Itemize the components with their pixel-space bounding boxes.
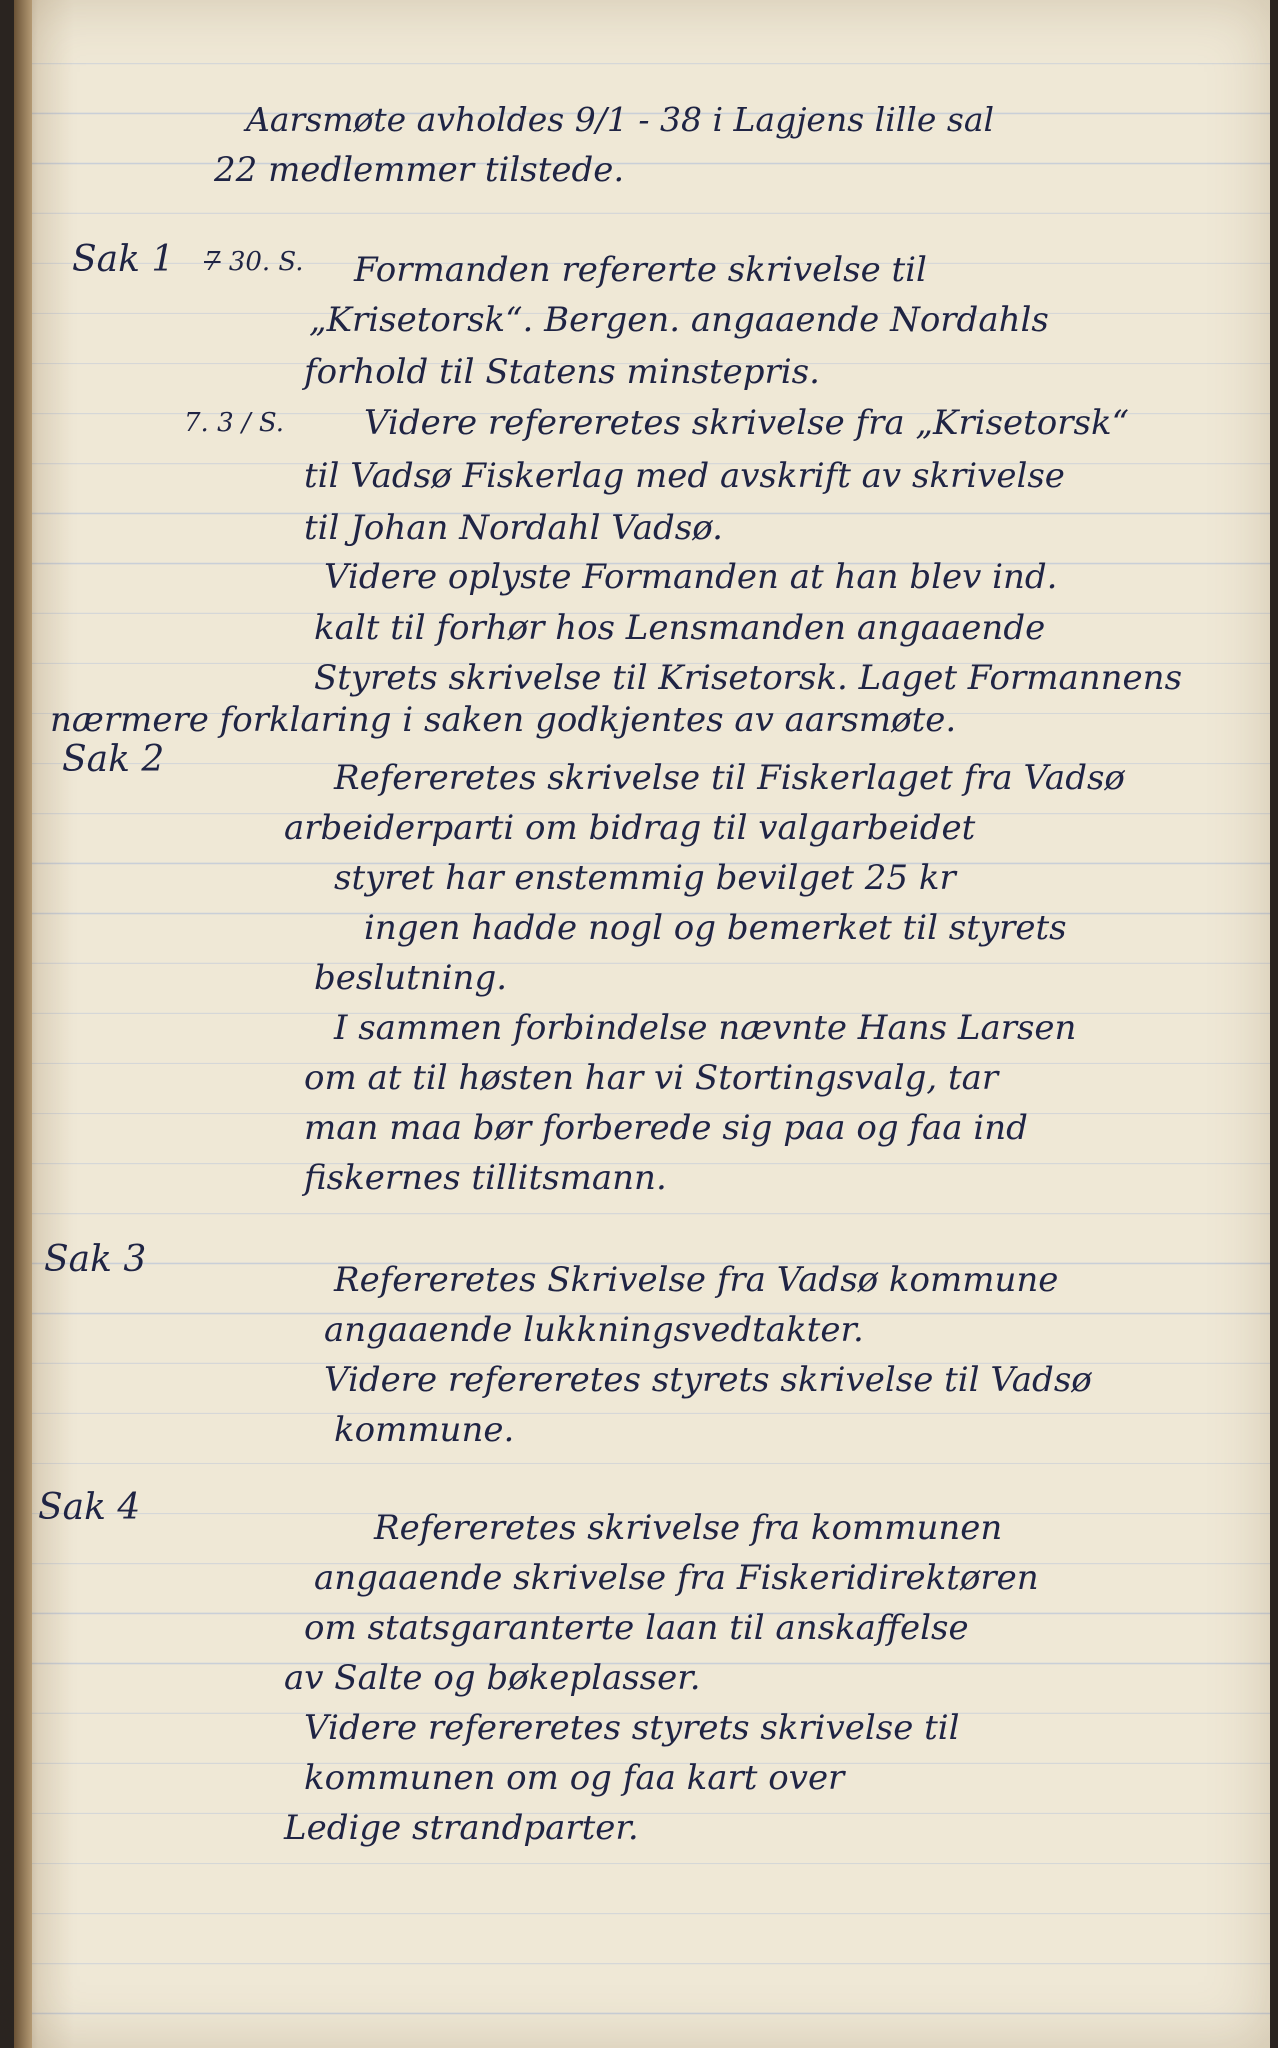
sak-4-line-2: angaaende skrivelse fra Fiskeridirektøren [314,1558,1039,1598]
sak-2-line-2: arbeiderparti om bidrag til valgarbeidet [284,808,976,848]
sak-2-line-6: I sammen forbindelse nævnte Hans Larsen [334,1008,1077,1048]
sak-1-line-b7: nærmere forklaring i saken godkjentes av aarsmøte. [50,700,957,740]
sak-2-label: Sak 2 [62,739,165,780]
sak-4-line-6: kommunen om og faa kart over [304,1758,845,1798]
sak-4-label: Sak 4 [38,1487,141,1528]
sak-3-line-4: kommune. [334,1410,515,1450]
sak-1-line-a2: „Krisetorsk“. Bergen. angaaende Nordahls [309,300,1049,340]
sak-1-line-b6: Styrets skrivelse til Krisetorsk. Laget Formannens [314,658,1183,698]
header-line-1: Aarsmøte avholdes 9/1 - 38 i Lagjens lille sal [246,100,995,139]
sak-2-line-3: styret har enstemmig bevilget 25 kr [334,858,956,898]
sak-1-ref-2: 7. 3 / S. [184,408,285,438]
sak-2-line-1: Refereretes skrivelse til Fiskerlaget fra Vadsø [334,758,1125,798]
sak-1-line-b5: kalt til forhør hos Lensmanden angaaende [314,608,1046,648]
sak-2-line-7: om at til høsten har vi Stortingsvalg, tar [304,1058,999,1098]
binding-fold [14,0,32,2048]
sak-3-line-1: Refereretes Skrivelse fra Vadsø kommune [334,1260,1059,1300]
sak-1-ref-1-struck: 7 [204,247,221,277]
header-line-2: 22 medlemmer tilstede. [214,150,625,190]
sak-2-line-9: fiskernes tillitsmann. [304,1158,667,1198]
sak-4-line-3: om statsgaranterte laan til anskaffelse [304,1608,969,1648]
sak-1-line-a3: forhold til Statens minstepris. [304,352,820,392]
sak-1-line-a1: Formanden refererte skrivelse til [354,250,927,290]
sak-3-line-2: angaaende lukkningsvedtakter. [324,1310,864,1350]
sak-2-line-8: man maa bør forberede sig paa og faa ind [304,1108,1028,1148]
sak-3-line-3: Videre refereretes styrets skrivelse til Vadsø [324,1360,1092,1400]
sak-4-line-7: Ledige strandparter. [284,1808,639,1848]
sak-1-line-b2: til Vadsø Fiskerlag med avskrift av skrivelse [304,456,1065,496]
sak-4-line-5: Videre refereretes styrets skrivelse til [304,1708,960,1748]
sak-2-line-4: ingen hadde nogl og bemerket til styrets [364,908,1067,948]
ledger-page [14,0,1270,2048]
sak-1-label: Sak 1 [72,239,175,280]
sak-4-line-4: av Salte og bøkeplasser. [284,1658,701,1698]
sak-1-ref-1-text: 30. S. [228,247,304,277]
sak-1-line-b1: Videre refereretes skrivelse fra „Krisetorsk“ [364,403,1129,443]
sak-4-line-1: Refereretes skrivelse fra kommunen [374,1508,1003,1548]
sak-1-line-b4: Videre oplyste Formanden at han blev ind. [324,557,1058,597]
sak-2-line-5: beslutning. [314,958,508,998]
sak-1-ref-1 [204,242,304,282]
sak-1-line-b3: til Johan Nordahl Vadsø. [304,508,723,548]
sak-3-label: Sak 3 [44,1239,147,1280]
